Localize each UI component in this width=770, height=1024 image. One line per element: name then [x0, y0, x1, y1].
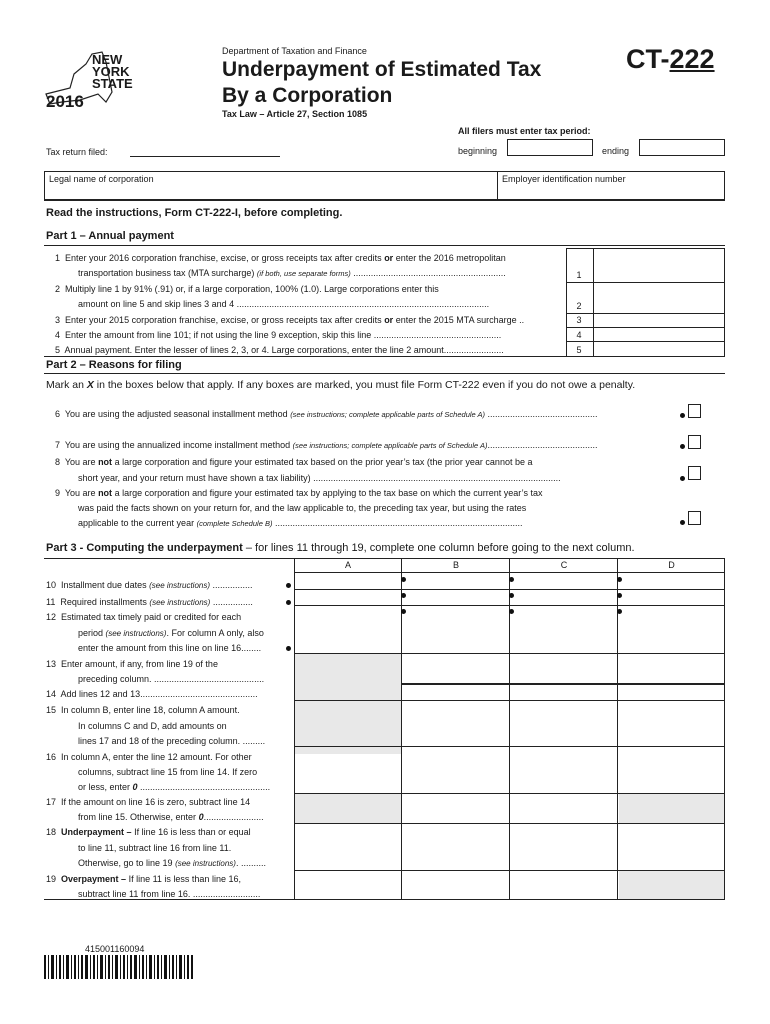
line-text: Enter your 2015 corporation franchise, excise, or gross receipts tax after credits [65, 315, 385, 325]
part1-line-1b [78, 268, 506, 279]
part3-title-bold: Part 3 - Computing the underpayment [46, 542, 243, 554]
line1-amount[interactable] [594, 249, 724, 282]
line7-checkbox[interactable] [688, 435, 701, 449]
bullet-icon [401, 593, 406, 598]
line-number: 2 [55, 284, 61, 294]
zero-value: 0 [198, 812, 204, 822]
part3-subtitle: – for lines 11 through 19, complete one column before going to the next column. [242, 542, 635, 554]
part3-line-11 [46, 597, 253, 608]
part3-line-17b [78, 812, 264, 823]
line-text: Installment due dates [61, 580, 150, 590]
line-text: . For column A only, also [166, 628, 264, 638]
tax-return-filed-input[interactable] [130, 156, 280, 157]
grid-h [294, 746, 725, 747]
line-number: 16 [46, 752, 57, 762]
state-line1: NEW [92, 52, 123, 67]
title-line2: By a Corporation [222, 84, 393, 107]
column-header-d: D [668, 560, 675, 570]
column-header-a: A [344, 560, 351, 570]
line-note: (see instructions) [175, 859, 236, 868]
part3-line-18c [78, 858, 266, 869]
line-number: 1 [55, 253, 61, 263]
part3-line-15b: In columns C and D, add amounts on [78, 721, 227, 731]
part2-title: Part 2 – Reasons for filing [46, 359, 182, 371]
line-text: In column B, enter line 18, column A amount. [61, 705, 240, 715]
line-text: If line 11 is less than line 16, [126, 874, 241, 884]
line-text: transportation business tax (MTA surcharge) [78, 268, 257, 278]
legal-name-input[interactable] [48, 184, 494, 199]
part3-line-15c: lines 17 and 18 of the preceding column. ......... [78, 736, 266, 746]
form-number: 222 [669, 44, 715, 74]
line-note: (see instructions) [105, 629, 167, 638]
grid-h [294, 823, 725, 824]
grid-h [294, 653, 725, 654]
bullet-icon [617, 577, 622, 582]
bullet-icon [286, 600, 291, 605]
line-number: 13 [46, 659, 57, 669]
part3-line-17 [46, 797, 250, 808]
line-text: Add lines 12 and 13............................................... [60, 689, 258, 699]
line-note: (see instructions; complete applicable parts of Schedule A) [290, 410, 486, 419]
part1-rule [44, 245, 725, 246]
part2-line-9 [55, 488, 542, 499]
line-number: 15 [46, 705, 57, 715]
line-leader: ................................................................................................... [272, 518, 523, 528]
line-leader: . .......... [235, 858, 266, 868]
line-number: 9 [55, 488, 61, 498]
part2-rule [44, 373, 725, 374]
part3-line-14 [46, 689, 258, 700]
part3-line-13b: preceding column. ............................................ [78, 674, 265, 684]
bullet-icon [680, 520, 685, 525]
part3-line-18b: to line 11, subtract line 16 from line 11. [78, 843, 232, 853]
line-text: Multiply line 1 by 91% (.91) or, if a large corporation, 100% (1.0). Large corporations enter this [65, 284, 439, 294]
line-number: 19 [46, 874, 57, 884]
grid-v [294, 558, 295, 899]
form-id [626, 44, 715, 75]
state-line3: STATE [92, 76, 133, 91]
line-number: 11 [46, 597, 56, 607]
line3-amount[interactable] [594, 314, 724, 327]
part3-line-16b: columns, subtract line 15 from line 14. If zero [78, 767, 258, 777]
bullet-icon [680, 444, 685, 449]
bullet-icon [401, 609, 406, 614]
box-number: 5 [576, 345, 582, 355]
grid-h [294, 589, 725, 590]
department: Department of Taxation and Finance [222, 46, 367, 56]
line-leader: ............................................ [485, 409, 598, 419]
line-number: 6 [55, 409, 61, 419]
line-text: Enter your 2016 corporation franchise, excise, or gross receipts tax after credits [65, 253, 385, 263]
line-not: not [98, 488, 113, 498]
line-number: 18 [46, 827, 57, 837]
line-text: or less, enter [78, 782, 133, 792]
form-prefix: CT- [626, 44, 670, 74]
legal-name-label: Legal name of corporation [49, 174, 154, 184]
barcode [44, 955, 194, 979]
part3-title [46, 542, 635, 554]
part2-line-9b: was paid the facts shown on your return for, and the law applicable to, the preceding tax year, but using the rates [78, 503, 527, 513]
line9-checkbox[interactable] [688, 511, 701, 525]
part2-line-6 [55, 409, 598, 420]
line-number: 12 [46, 612, 57, 622]
line-number: 17 [46, 797, 57, 807]
line-text: a large corporation and figure your estimated tax by applying to the tax base on which the current year’s tax [112, 488, 543, 498]
ending-label: ending [602, 146, 630, 156]
line-not: not [98, 457, 113, 467]
shaded-cell-d-17 [619, 793, 724, 823]
line-number: 3 [55, 315, 61, 325]
tax-return-filed-label: Tax return filed: [46, 147, 108, 157]
line-leader: ................ [210, 597, 253, 607]
line-text: Enter amount, if any, from line 19 of the [61, 659, 218, 669]
line-number: 4 [55, 330, 61, 340]
line-leader: ............................................ [487, 440, 598, 450]
part3-line-16 [46, 752, 252, 763]
id-divider [497, 171, 498, 201]
period-beginning-input[interactable] [507, 139, 593, 156]
line8-checkbox[interactable] [688, 466, 701, 480]
bullet-icon [680, 476, 685, 481]
part1-line-3 [55, 315, 524, 326]
part1-line-2b: amount on line 5 and skip lines 3 and 4 ..................................................................................................... [78, 299, 490, 309]
form-year: 2016 [46, 92, 84, 111]
form-code: 415001160094 [85, 944, 145, 954]
line-or: or [384, 253, 394, 263]
part3-line-19b: subtract line 11 from line 16. ........................... [78, 889, 261, 899]
column-header-c: C [560, 560, 568, 570]
ein-input[interactable] [501, 184, 721, 199]
part2-intro [46, 379, 635, 391]
line-number: 7 [55, 440, 61, 450]
line-text: You are [64, 488, 99, 498]
bullet-icon [509, 593, 514, 598]
line-number: 14 [46, 689, 57, 699]
line-leader: .................................................... [137, 782, 271, 792]
part2-line-9c [78, 518, 523, 529]
state-name [92, 54, 133, 90]
part1-title: Part 1 – Annual payment [46, 230, 174, 242]
line-text: Enter the amount from line 101; if not using the line 9 exception, skip this line ................................................... [65, 330, 502, 340]
all-filers-label: All filers must enter tax period: [458, 126, 591, 136]
line-number: 8 [55, 457, 61, 467]
part3-rule-top [44, 558, 725, 559]
line-text: a large corporation and figure your estimated tax based on the prior year’s tax (the prior year cannot be a [112, 457, 533, 467]
line-note: (if both, use separate forms) [256, 269, 351, 278]
part3-line-15 [46, 705, 240, 716]
line-text: enter the 2016 metropolitan [393, 253, 506, 263]
line-text: If the amount on line 16 is zero, subtract line 14 [61, 797, 251, 807]
line-text: You are using the adjusted seasonal installment method [64, 409, 291, 419]
part1-line-4 [55, 330, 501, 341]
line-number: 10 [46, 580, 57, 590]
line-text: Required installments [60, 597, 150, 607]
line-text: You are [64, 457, 99, 467]
zero-value: 0 [132, 782, 138, 792]
part3-line-13 [46, 659, 218, 670]
line-text: period [78, 628, 106, 638]
part3-line-18 [46, 827, 251, 838]
ein-label: Employer identification number [502, 174, 626, 184]
part3-line-12b [78, 628, 264, 639]
part2-line-8 [55, 457, 532, 468]
state-line2: YORK [92, 64, 130, 79]
box-number: 3 [576, 315, 582, 325]
part1-line-2 [55, 284, 439, 295]
box-number: 4 [576, 330, 582, 340]
beginning-label: beginning [458, 146, 498, 156]
grid-h [294, 870, 725, 871]
line6-checkbox[interactable] [688, 404, 701, 418]
part2-line-7 [55, 440, 598, 451]
bullet-icon [509, 577, 514, 582]
shaded-cell-d-19 [619, 870, 724, 899]
bullet-icon [401, 577, 406, 582]
line-text: enter the 2015 MTA surcharge .. [393, 315, 525, 325]
part1-rule-bottom [44, 356, 725, 357]
line-leader: ................ [210, 580, 253, 590]
line-text: applicable to the current year [78, 518, 197, 528]
line-number: 5 [55, 345, 61, 355]
line-text: Otherwise, go to line 19 [78, 858, 176, 868]
part3-line-19 [46, 874, 241, 885]
part1-box-left [566, 248, 567, 356]
intro-text: Mark an [46, 379, 87, 391]
part3-line-16c [78, 782, 270, 793]
line-bold: Overpayment – [61, 874, 127, 884]
law-reference: Tax Law – Article 27, Section 1085 [222, 109, 368, 119]
bullet-icon [286, 646, 291, 651]
bullet-icon [509, 609, 514, 614]
line-text: from line 15. Otherwise, enter [78, 812, 199, 822]
form-title [222, 57, 541, 109]
line-or: or [384, 315, 394, 325]
barcode-icon [44, 955, 194, 979]
part1-line-5 [55, 345, 504, 356]
bullet-icon [617, 609, 622, 614]
intro-text: in the boxes below that apply. If any boxes are marked, you must file Form CT-222 even if you do not owe a penalty. [93, 379, 636, 391]
line-note: (see instructions) [149, 581, 211, 590]
part1-line-1 [55, 253, 506, 264]
title-line1: Underpayment of Estimated Tax [222, 58, 542, 81]
bullet-icon [617, 593, 622, 598]
grid-h [294, 700, 725, 701]
line-note: (see instructions; complete applicable parts of Schedule A) [292, 441, 488, 450]
line-bold: Underpayment – [61, 827, 132, 837]
line2-amount[interactable] [594, 283, 724, 313]
column-header-b: B [452, 560, 459, 570]
line5-amount[interactable] [594, 342, 724, 356]
line-note: (complete Schedule B) [196, 519, 273, 528]
bullet-icon [680, 413, 685, 418]
grid-v [724, 558, 725, 899]
line-note: (see instructions) [149, 598, 211, 607]
line-text: If line 16 is less than or equal [131, 827, 251, 837]
grid-h [401, 683, 725, 685]
bullet-icon [286, 583, 291, 588]
intro-x: X [86, 379, 94, 391]
shaded-cell-a-13-15 [295, 653, 401, 754]
box-number: 1 [576, 270, 582, 280]
shaded-cell-a-17 [295, 793, 401, 823]
read-instructions: Read the instructions, Form CT-222-I, before completing. [46, 207, 343, 219]
part3-line-10 [46, 580, 253, 591]
part3-line-12 [46, 612, 241, 623]
grid-h [294, 793, 725, 794]
line-text: Estimated tax timely paid or credited for each [61, 612, 242, 622]
line-text: You are using the annualized income installment method [64, 440, 293, 450]
grid-h [294, 605, 725, 606]
period-ending-input[interactable] [639, 139, 725, 156]
line-text: In column A, enter the line 12 amount. For other [61, 752, 252, 762]
line-text: Annual payment. Enter the lesser of lines 2, 3, or 4. Large corporations, enter the line 2 amount........................ [64, 345, 504, 355]
part2-line-8b: short year, and your return must have shown a tax liability) ................................................................................................... [78, 473, 561, 483]
line-leader: ........................ [203, 812, 264, 822]
part3-line-12c: enter the amount from this line on line 16........ [78, 643, 262, 653]
box-number: 2 [576, 301, 582, 311]
line4-amount[interactable] [594, 328, 724, 341]
part1-amount-right [724, 248, 725, 356]
line-leader: ............................................................. [350, 268, 506, 278]
